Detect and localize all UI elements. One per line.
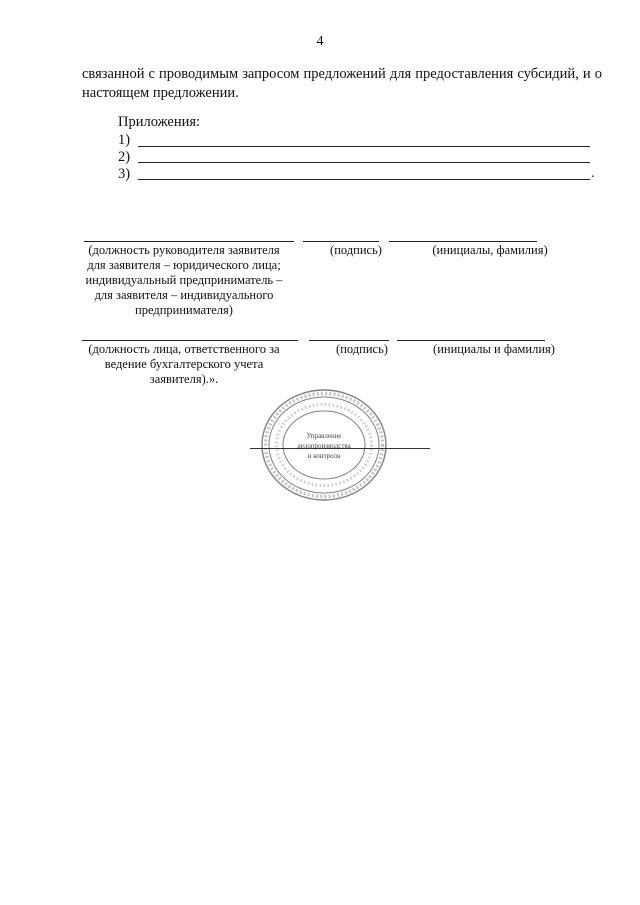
name-line-2 [397, 340, 545, 341]
page-number: 4 [316, 34, 324, 49]
attachment-line-1 [138, 146, 590, 147]
attachment-line-3 [138, 179, 590, 180]
stamp-signature-line [250, 448, 430, 449]
paragraph-line-2: настоящем предложении. [82, 85, 239, 101]
position-line-2 [82, 340, 298, 341]
signature-line-1 [303, 241, 379, 242]
name-caption-1: (инициалы, фамилия) [432, 243, 548, 257]
official-stamp [258, 386, 390, 504]
position-line-1 [84, 241, 294, 242]
attachments-title: Приложения: [118, 114, 201, 130]
attachment-end-mark: . [591, 166, 595, 181]
name-caption-2: (инициалы и фамилия) [433, 342, 555, 356]
signature-line-2 [309, 340, 389, 341]
signature-caption-1: (подпись) [330, 243, 382, 257]
body-paragraph [82, 65, 602, 103]
attachment-item-1: 1) [118, 132, 131, 148]
stamp-seal-icon [258, 386, 390, 504]
position-caption-1: (должность руководителя заявителя для заявителя – юридического лица; индивидуальный предприниматель – для заявителя – индивидуального предпринимателя) [85, 243, 283, 317]
stamp-center-line-3: и контроля [307, 452, 341, 460]
attachment-item-3: 3) [118, 166, 131, 182]
name-line-1 [389, 241, 537, 242]
position-caption-2: (должность лица, ответственного за ведение бухгалтерского учета заявителя).». [88, 342, 280, 386]
stamp-center-line-2: делопроизводства [297, 442, 351, 450]
stamp-center-line-1: Управление [306, 432, 342, 440]
attachment-line-2 [138, 162, 590, 163]
attachment-item-2: 2) [118, 149, 131, 165]
paragraph-line-1: связанной с проводимым запросом предложений для предоставления субсидий, и о [82, 66, 602, 82]
signature-caption-2: (подпись) [336, 342, 388, 356]
